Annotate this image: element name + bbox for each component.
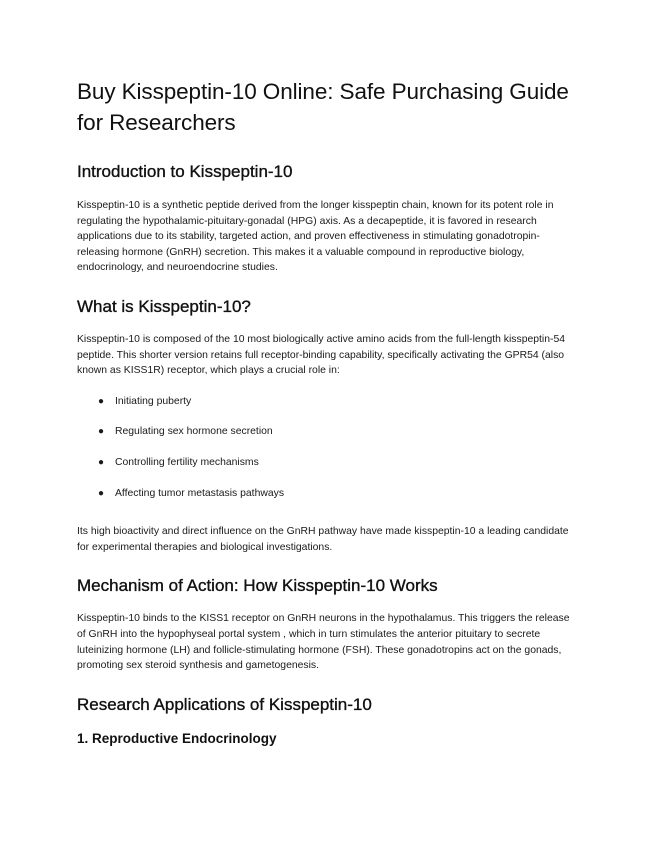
heading-research-applications: Research Applications of Kisspeptin-10 xyxy=(77,694,372,714)
bullet-icon: ● xyxy=(98,456,105,468)
list-item-text: Regulating sex hormone secretion xyxy=(115,426,273,438)
bullet-icon: ● xyxy=(98,426,105,438)
heading-mechanism: Mechanism of Action: How Kisspeptin-10 Works xyxy=(77,576,438,596)
list-item xyxy=(77,455,577,471)
list-item xyxy=(77,486,577,502)
heading-introduction: Introduction to Kisspeptin-10 xyxy=(77,162,293,181)
bullet-icon: ● xyxy=(98,487,105,499)
paragraph-what-is: Kisspeptin-10 is composed of the 10 most biologically active amino acids from the full-length kisspeptin-54 peptide. This shorter version retains full receptor-binding capability, specifically activating the GPR54 (also known as KISS1R) receptor, which plays a crucial role in: xyxy=(77,333,566,377)
bullet-icon: ● xyxy=(98,395,105,407)
document-page xyxy=(77,76,577,748)
paragraph-bioactivity: Its high bioactivity and direct influence on the GnRH pathway have made kisspeptin-10 a leading candidate for experimental therapies and biological investigations. xyxy=(77,526,569,553)
bullet-list xyxy=(77,394,577,501)
list-item-text: Initiating puberty xyxy=(115,395,192,407)
list-item xyxy=(77,394,577,410)
paragraph-introduction: Kisspeptin-10 is a synthetic peptide derived from the longer kisspeptin chain, known for its potent role in regulating the hypothalamic-pituitary-gonadal (HPG) axis. As a decapeptide, it is favored in research applications due to its stability, targeted action, and proven effectiveness in stimulating gonadotropin-releasing hormone (GnRH) secretion. This makes it a valuable compound in reproductive biology, endocrinology, and neuroendocrine studies. xyxy=(77,200,554,274)
list-item xyxy=(77,424,577,440)
subheading-reproductive-endocrinology: 1. Reproductive Endocrinology xyxy=(77,730,277,746)
list-item-text: Affecting tumor metastasis pathways xyxy=(115,487,285,499)
heading-what-is: What is Kisspeptin-10? xyxy=(77,296,251,316)
list-item-text: Controlling fertility mechanisms xyxy=(115,456,259,468)
document-title: Buy Kisspeptin-10 Online: Safe Purchasing Guide for Researchers xyxy=(77,79,569,135)
paragraph-mechanism: Kisspeptin-10 binds to the KISS1 receptor on GnRH neurons in the hypothalamus. This triggers the release of GnRH into the hypophyseal portal system , which in turn stimulates the anterior pituitary to secrete luteinizing hormone (LH) and follicle-stimulating hormone (FSH). These gonadotropins act on the gonads, promoting sex steroid synthesis and gametogenesis. xyxy=(77,613,570,672)
